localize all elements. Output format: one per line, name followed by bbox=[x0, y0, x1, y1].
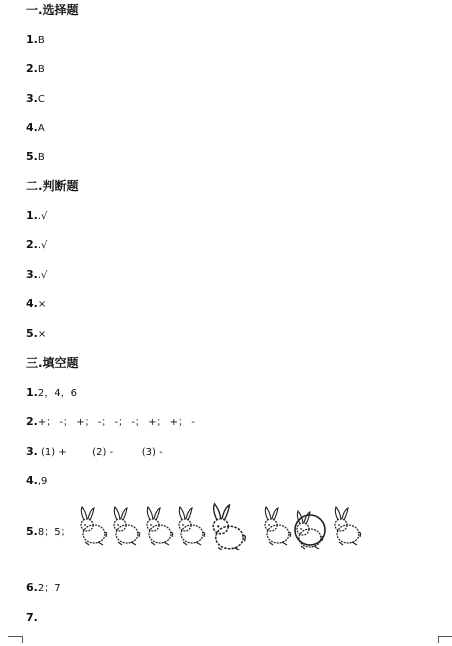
item-number: 3. bbox=[26, 268, 38, 281]
item-value: .√ bbox=[37, 211, 48, 222]
item-number: 3. bbox=[26, 92, 38, 105]
answer-line bbox=[26, 525, 71, 540]
answer-line bbox=[26, 445, 163, 460]
answer-line bbox=[26, 238, 47, 253]
item-number: 7. bbox=[26, 611, 38, 624]
item-number: 2. bbox=[26, 62, 38, 75]
item-value: (1) + (2) - (3) - bbox=[37, 447, 163, 458]
item-value: C bbox=[37, 94, 45, 105]
answer-line bbox=[26, 611, 38, 626]
answer-line bbox=[26, 297, 46, 312]
item-value: A bbox=[37, 123, 45, 134]
answer-line bbox=[26, 62, 45, 77]
page-corner-mark-right bbox=[438, 636, 452, 643]
item-value: 8；5； bbox=[37, 527, 71, 538]
item-value: +； -； +； -； -； -； +； +； - bbox=[37, 417, 195, 428]
item-number: 2. bbox=[26, 238, 38, 251]
answer-line bbox=[26, 268, 47, 283]
item-value: .√ bbox=[37, 270, 48, 281]
answer-line bbox=[26, 474, 47, 489]
item-value: 2，4，6 bbox=[37, 388, 77, 399]
item-number: 1. bbox=[26, 33, 38, 46]
section-heading-fill-in: 三.填空题 bbox=[26, 356, 79, 370]
rabbit-large-icon bbox=[213, 504, 245, 550]
answer-line bbox=[26, 581, 61, 596]
section-heading-choice: 一.选择题 bbox=[26, 3, 79, 17]
item-value: 2；7 bbox=[37, 583, 61, 594]
item-number: 2. bbox=[26, 415, 38, 428]
rabbit-icon bbox=[114, 507, 140, 545]
section-heading-judgment: 二.判断题 bbox=[26, 179, 79, 193]
item-number: 4. bbox=[26, 297, 38, 310]
answer-line bbox=[26, 386, 77, 401]
rabbit-icon bbox=[179, 507, 205, 545]
item-value: B bbox=[37, 64, 45, 75]
item-number: 4. bbox=[26, 474, 38, 487]
rabbit-icon bbox=[147, 507, 173, 545]
item-number: 4. bbox=[26, 121, 38, 134]
page-corner-mark-left bbox=[8, 636, 23, 643]
rabbit-icon bbox=[335, 507, 361, 545]
item-value: B bbox=[37, 35, 45, 46]
item-number: 6. bbox=[26, 581, 38, 594]
answer-line bbox=[26, 150, 45, 165]
item-value: ,9 bbox=[37, 476, 48, 487]
rabbit-illustration bbox=[78, 500, 368, 550]
item-number: 3. bbox=[26, 445, 38, 458]
item-number: 5. bbox=[26, 150, 38, 163]
answer-line bbox=[26, 121, 45, 136]
item-number: 1. bbox=[26, 209, 38, 222]
item-value: B bbox=[37, 152, 45, 163]
rabbit-icon bbox=[81, 507, 107, 545]
item-number: 5. bbox=[26, 327, 38, 340]
rabbit-icon bbox=[265, 507, 291, 545]
item-value: × bbox=[37, 329, 47, 340]
answer-line bbox=[26, 209, 47, 224]
answer-line bbox=[26, 33, 45, 48]
answer-line bbox=[26, 327, 46, 342]
answer-line bbox=[26, 415, 195, 430]
item-number: 5. bbox=[26, 525, 38, 538]
answer-line bbox=[26, 92, 45, 107]
circled-rabbit-icon bbox=[295, 511, 325, 549]
item-value: × bbox=[37, 299, 47, 310]
item-value: .√ bbox=[37, 240, 48, 251]
item-number: 1. bbox=[26, 386, 38, 399]
